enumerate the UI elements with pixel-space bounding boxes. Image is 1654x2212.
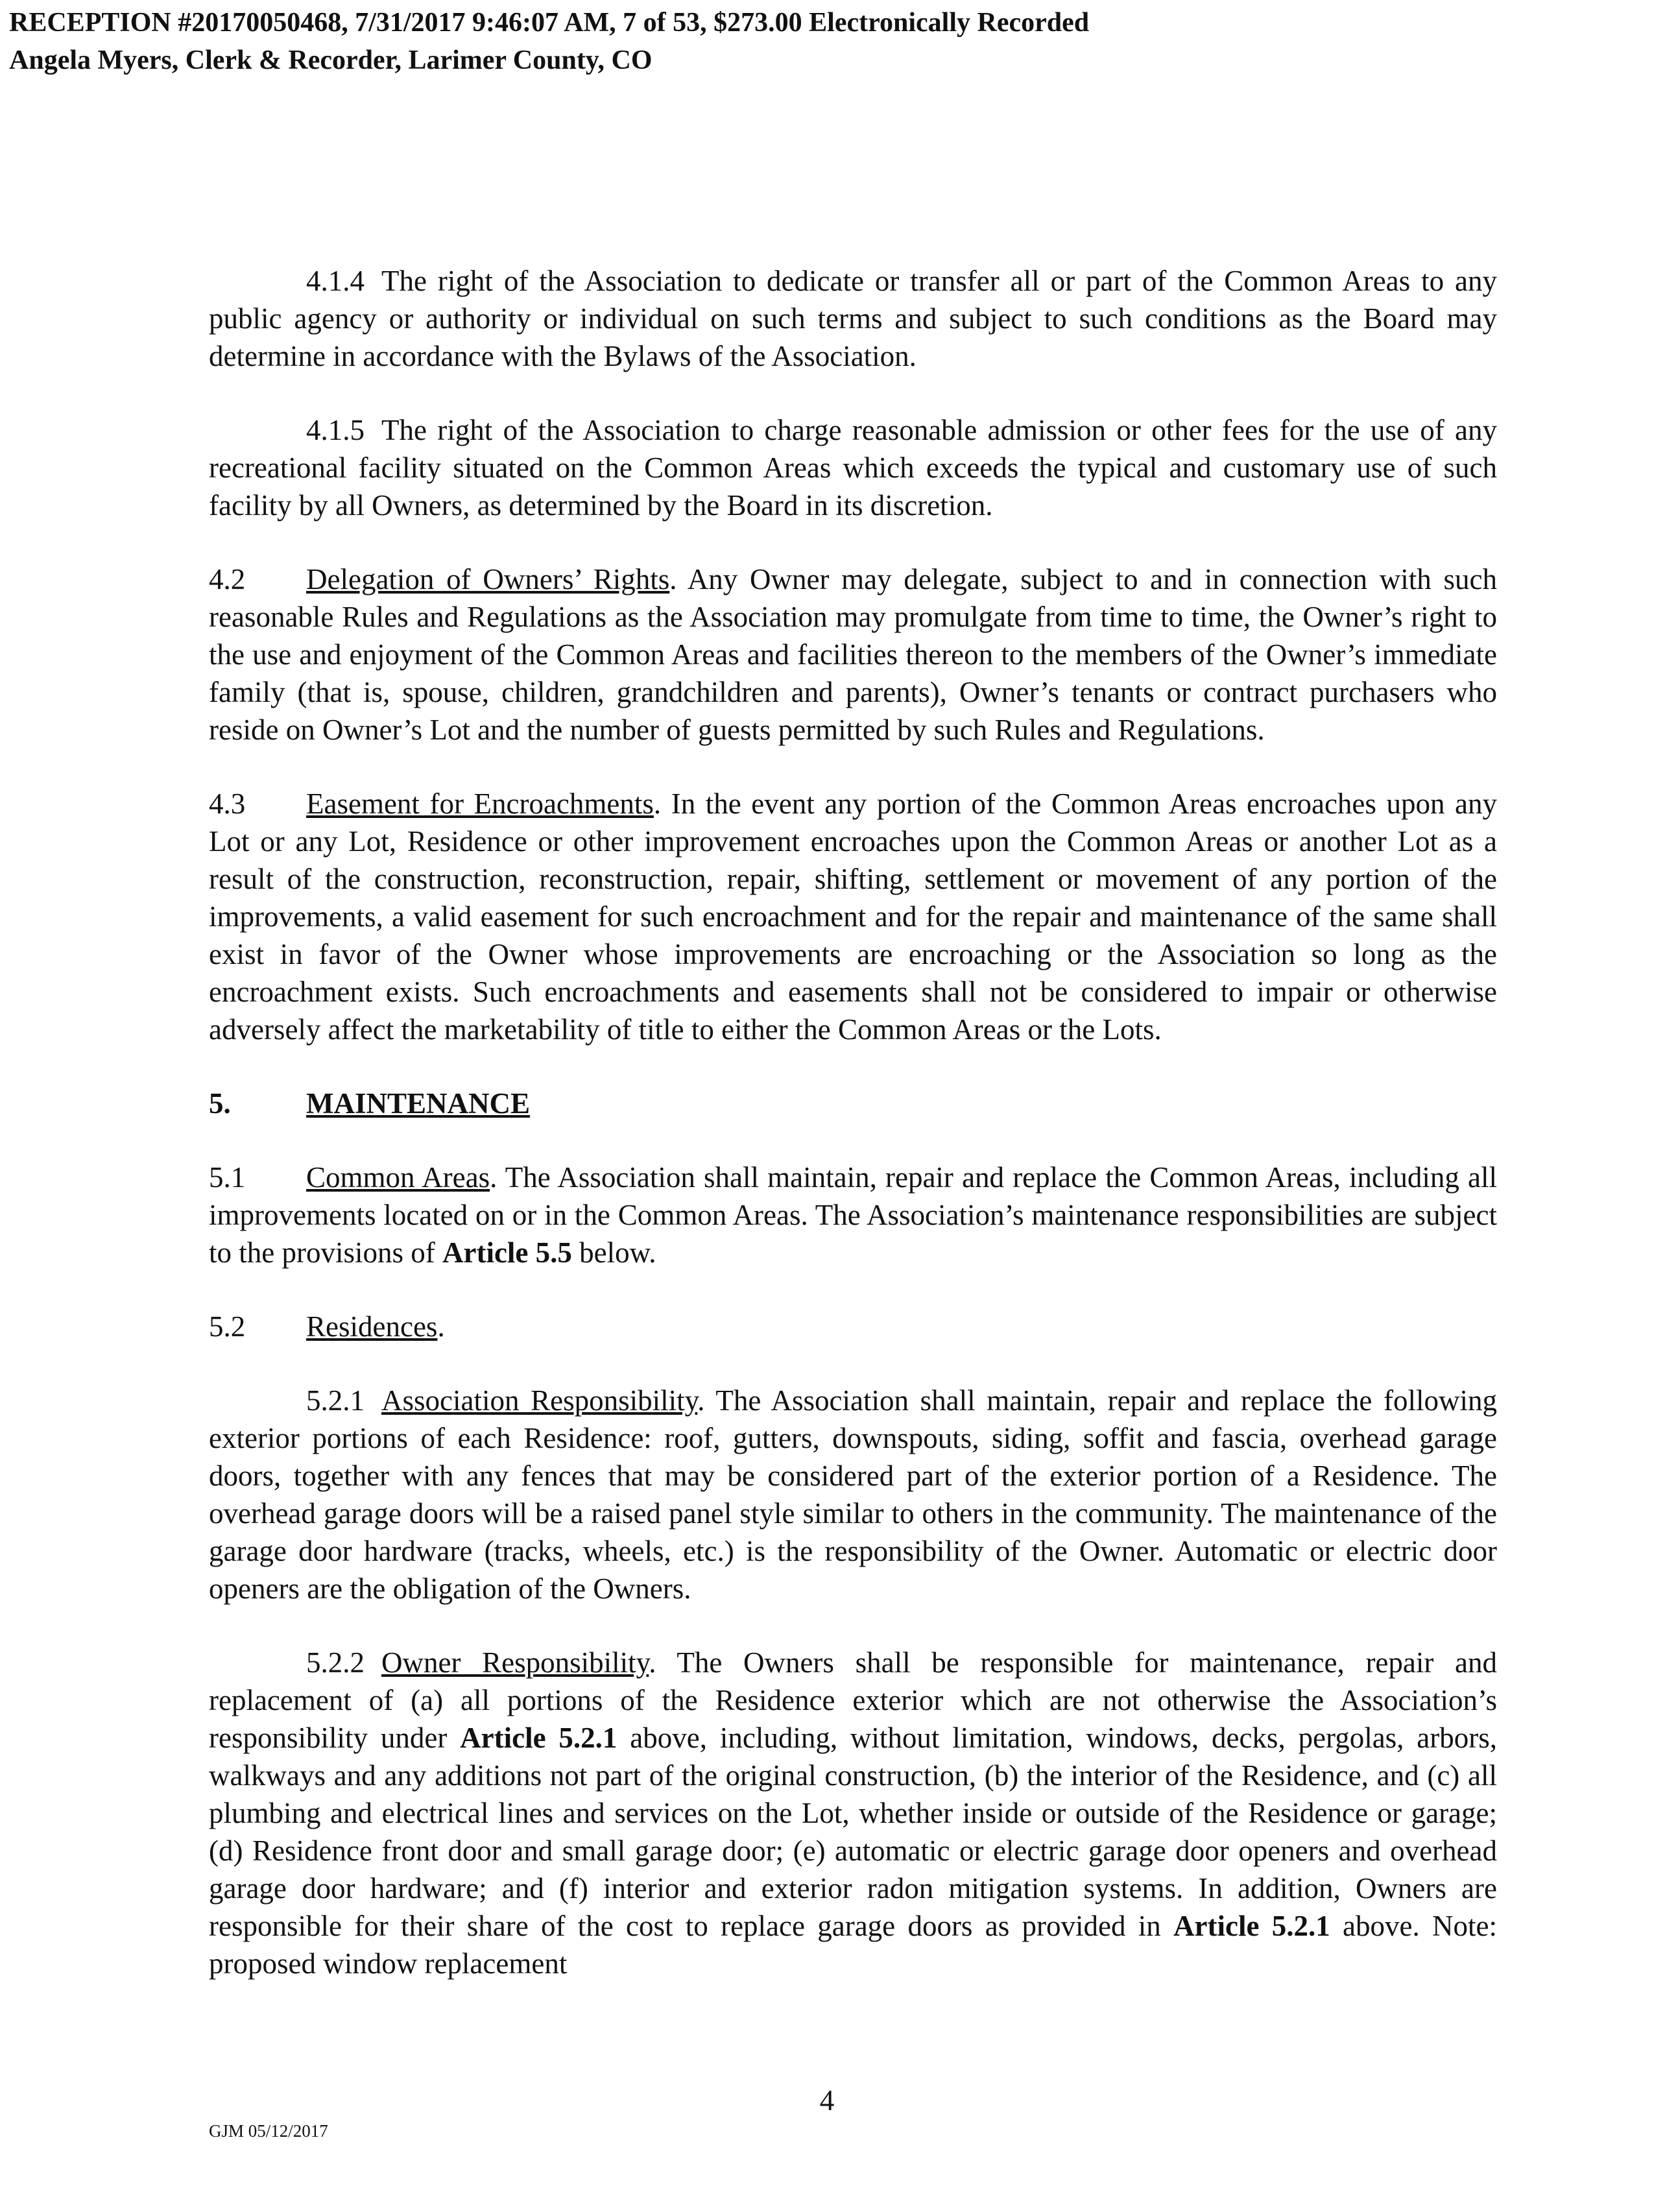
document-code: GJM 05/12/2017 [209, 2121, 328, 2141]
section-number: 4.2 [209, 563, 246, 595]
section-4-2 [209, 560, 1497, 749]
section-number: 4.1.4 [306, 265, 365, 297]
article-reference: Article 5.5 [442, 1236, 572, 1269]
section-text: . The Owners shall be responsible for maintenance, repair and replacement of (a) all portions of the Residence exterior which are not otherwise the Association’s responsibility under [209, 1646, 1497, 1754]
section-title: Residences [306, 1310, 438, 1343]
section-number: 4.3 [209, 787, 246, 820]
recording-header-line1: RECEPTION #20170050468, 7/31/2017 9:46:07 AM, 7 of 53, $273.00 Electronically Recorded [9, 8, 1090, 38]
section-4-1-5 [209, 411, 1497, 524]
section-number: 5.2.2 [306, 1646, 365, 1679]
section-4-1-4 [209, 262, 1497, 375]
section-4-3 [209, 785, 1497, 1048]
section-title: Easement for Encroachments [306, 787, 654, 820]
article-reference: Article 5.2.1 [1173, 1910, 1330, 1942]
section-text: The right of the Association to dedicate or transfer all or part of the Common Areas to any public agency or authority or individual on such terms and subject to such conditions as the Board may determine in accordance with the Bylaws of the Association. [209, 265, 1497, 372]
section-5-2-2 [209, 1644, 1497, 1982]
section-number: 4.1.5 [306, 414, 365, 446]
section-number: 5.2 [209, 1310, 246, 1343]
section-title: Association Responsibility [381, 1384, 698, 1417]
section-text: . In the event any portion of the Common Areas encroaches upon any Lot or any Lot, Residence or other improvement encroaches upon the Common Areas or another Lot as a result of the construction, reconstruction, repair, shifting, settlement or movement of any portion of the improvements, a valid easement for such encroachment and for the repair and maintenance of the same shall exist in favor of the Owner whose improvements are encroaching or the Association so long as the encroachment exists. Such encroachments and easements shall not be considered to impair or otherwise adversely affect the marketability of title to either the Common Areas or the Lots. [209, 787, 1498, 1046]
section-text: above. Note: proposed window replacement [209, 1910, 1497, 1980]
section-number: 5.1 [209, 1161, 246, 1194]
section-5-1 [209, 1159, 1497, 1271]
document-body [209, 262, 1497, 2019]
section-text: . The Association shall maintain, repair and replace the Common Areas, including all improvements located on or in the Common Areas. The Association’s maintenance responsibilities are subject to the provisions of [209, 1161, 1497, 1269]
section-text: The right of the Association to charge reasonable admission or other fees for the use of any recreational facility situated on the Common Areas which exceeds the typical and customary use of such facility by all Owners, as determined by the Board in its discretion. [209, 414, 1497, 522]
section-5-heading [209, 1085, 1497, 1122]
section-text: . [437, 1310, 445, 1343]
recording-header [9, 4, 1089, 79]
article-reference: Article 5.2.1 [460, 1722, 617, 1754]
section-text: below. [571, 1236, 656, 1269]
section-text: . The Association shall maintain, repair and replace the following exterior portions of each Residence: roof, gutters, downspouts, siding, soffit and fascia, overhead garage doors, together with any fences that may be considered part of the exterior portion of a Residence. The overhead garage doors will be a raised panel style similar to others in the community. The maintenance of the garage door hardware (tracks, wheels, etc.) is the responsibility of the Owner. Automatic or electric door openers are the obligation of the Owners. [209, 1384, 1498, 1605]
section-text: . Any Owner may delegate, subject to and in connection with such reasonable Rules and Regulations as the Association may promulgate from time to time, the Owner’s right to the use and enjoyment of the Common Areas and facilities thereon to the members of the Owner’s immediate family (that is, spouse, children, grandchildren and parents), Owner’s tenants or contract purchasers who reside on Owner’s Lot and the number of guests permitted by such Rules and Regulations. [209, 563, 1497, 746]
section-title: Owner Responsibility [381, 1646, 649, 1679]
page-number: 4 [819, 2084, 835, 2117]
section-text: above, including, without limitation, windows, decks, pergolas, arbors, walkways and any additions not part of the original construction, (b) the interior of the Residence, and (c) all plumbing and electrical lines and services on the Lot, whether inside or outside of the Residence or garage; (d) Residence front door and small garage door; (e) automatic or electric garage door openers and overhead garage door hardware; and (f) interior and exterior radon mitigation systems. In addition, Owners are responsible for their share of the cost to replace garage doors as provided in [209, 1722, 1497, 1942]
section-title: MAINTENANCE [306, 1087, 531, 1120]
section-title: Delegation of Owners’ Rights [306, 563, 670, 595]
section-title: Common Areas [306, 1161, 490, 1194]
section-number: 5.2.1 [306, 1384, 365, 1417]
section-number: 5. [209, 1087, 231, 1120]
section-5-2 [209, 1308, 1497, 1345]
recording-header-line2: Angela Myers, Clerk & Recorder, Larimer County, CO [9, 45, 653, 75]
section-5-2-1 [209, 1382, 1497, 1607]
